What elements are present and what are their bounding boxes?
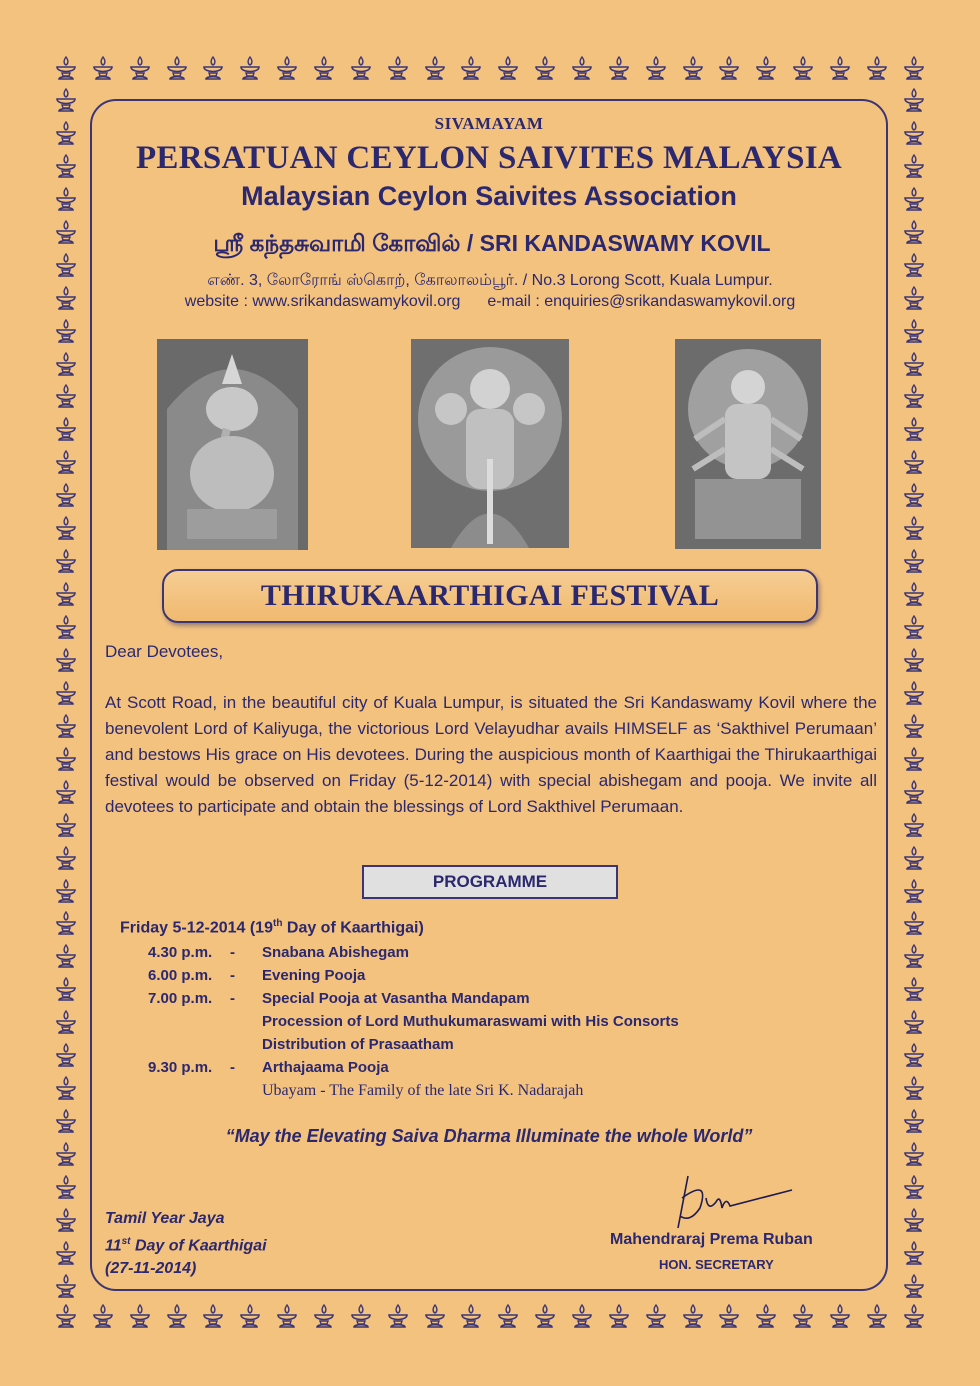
- lamp-icon: [275, 56, 299, 82]
- lamp-border-left: [54, 88, 78, 1300]
- lamp-icon: [54, 121, 78, 147]
- lamp-icon: [902, 286, 926, 312]
- lamp-icon: [54, 286, 78, 312]
- lamp-icon: [54, 88, 78, 114]
- lamp-icon: [349, 1304, 373, 1330]
- lamp-icon: [902, 56, 926, 82]
- schedule-row: [120, 1033, 820, 1056]
- address: எண். 3, லோரோங் ஸ்கொற், கோலாலம்பூர். / No.3 Lorong Scott, Kuala Lumpur.: [207, 272, 773, 289]
- lamp-icon: [902, 1142, 926, 1168]
- lamp-icon: [54, 384, 78, 410]
- lamp-icon: [54, 714, 78, 740]
- schedule-time: 9.30 p.m.: [148, 1059, 213, 1077]
- lamp-icon: [386, 1304, 410, 1330]
- lamp-icon: [54, 154, 78, 180]
- lamp-icon: [54, 813, 78, 839]
- lamp-icon: [681, 1304, 705, 1330]
- lamp-icon: [54, 681, 78, 707]
- signer-title: HON. SECRETARY: [659, 1257, 774, 1272]
- programme-date: Friday 5-12-2014 (19th Day of Kaarthigai): [120, 918, 424, 937]
- lamp-icon: [902, 154, 926, 180]
- lamp-icon: [570, 1304, 594, 1330]
- lamp-icon: [791, 1304, 815, 1330]
- contact-line: [100, 293, 880, 311]
- programme-heading: PROGRAMME: [362, 865, 618, 899]
- lamp-icon: [902, 187, 926, 213]
- website-link[interactable]: website : www.srikandaswamykovil.org: [184, 293, 461, 310]
- goddess-image: [675, 339, 821, 549]
- ganesha-image: [157, 339, 308, 550]
- salutation: Dear Devotees,: [105, 642, 224, 661]
- lamp-icon: [902, 944, 926, 970]
- lamp-icon: [54, 747, 78, 773]
- temple-name: [112, 230, 872, 260]
- lamp-icon: [902, 1010, 926, 1036]
- lamp-icon: [902, 1175, 926, 1201]
- lamp-icon: [902, 1208, 926, 1234]
- lamp-icon: [902, 813, 926, 839]
- lamp-icon: [54, 1043, 78, 1069]
- lamp-icon: [54, 1274, 78, 1300]
- lamp-icon: [496, 1304, 520, 1330]
- lamp-icon: [902, 780, 926, 806]
- lamp-icon: [54, 352, 78, 378]
- lamp-icon: [902, 1043, 926, 1069]
- schedule-time: 7.00 p.m.: [148, 990, 213, 1008]
- lamp-icon: [902, 1274, 926, 1300]
- lamp-icon: [54, 516, 78, 542]
- lamp-icon: [91, 1304, 115, 1330]
- programme-schedule: [120, 918, 820, 1102]
- lamp-icon: [165, 1304, 189, 1330]
- lamp-icon: [201, 1304, 225, 1330]
- lamp-icon: [717, 56, 741, 82]
- kaarthigai-day: 11st Day of Kaarthigai: [105, 1236, 267, 1255]
- lamp-icon: [54, 1142, 78, 1168]
- lamp-icon: [681, 56, 705, 82]
- lamp-icon: [570, 56, 594, 82]
- lamp-icon: [54, 944, 78, 970]
- letter-body: At Scott Road, in the beautiful city of Kuala Lumpur, is situated the Sri Kandaswamy Kovil where the benevolent Lord of Kaliyuga, the victorious Lord Velayudhar avails HIMSELF as ‘Sakthivel Perumaan’ and bestows His grace on His devotees. During the auspicious month of Kaarthigai the Thirukaarthigai festival would be observed on Friday (5-12-2014) with special abishegam and pooja. We invite all devotees to participate and obtain the blessings of Lord Sakthivel Perumaan.: [105, 693, 877, 816]
- schedule-time: [120, 1010, 224, 1033]
- lamp-icon: [902, 681, 926, 707]
- lamp-border-top: [54, 56, 926, 82]
- lamp-icon: [54, 220, 78, 246]
- email-link[interactable]: e-mail : enquiries@srikandaswamykovil.org: [487, 293, 796, 310]
- lamp-icon: [902, 846, 926, 872]
- lamp-icon: [54, 1175, 78, 1201]
- lamp-icon: [496, 56, 520, 82]
- lamp-icon: [128, 1304, 152, 1330]
- lamp-icon: [533, 56, 557, 82]
- lamp-icon: [54, 549, 78, 575]
- lamp-icon: [902, 1109, 926, 1135]
- lamp-icon: [644, 1304, 668, 1330]
- schedule-row: [120, 1010, 820, 1033]
- schedule-row: 4.30 p.m. - Snabana Abishegam: [120, 941, 820, 964]
- sivamayam-heading: SIVAMAYAM: [434, 114, 544, 133]
- schedule-event: Snabana Abishegam: [262, 944, 409, 962]
- lamp-icon: [54, 1208, 78, 1234]
- schedule-event: Procession of Lord Muthukumaraswami with His Consorts: [262, 1013, 679, 1031]
- schedule-row: 6.00 p.m. - Evening Pooja: [120, 964, 820, 987]
- lamp-icon: [54, 582, 78, 608]
- signer-name: Mahendraraj Prema Ruban: [610, 1231, 813, 1248]
- lamp-icon: [54, 977, 78, 1003]
- lamp-icon: [902, 450, 926, 476]
- lamp-icon: [902, 319, 926, 345]
- lamp-icon: [644, 56, 668, 82]
- schedule-event: Evening Pooja: [262, 967, 366, 985]
- closing-quote: “May the Elevating Saiva Dharma Illuminate the whole World”: [225, 1126, 753, 1146]
- lamp-icon: [459, 56, 483, 82]
- lamp-icon: [865, 56, 889, 82]
- lamp-icon: [201, 56, 225, 82]
- murugan-image: [411, 339, 569, 548]
- organization-name-english: Malaysian Ceylon Saivites Association: [241, 181, 737, 211]
- lamp-icon: [54, 911, 78, 937]
- lamp-icon: [902, 879, 926, 905]
- temple-name-english: / SRI KANDASWAMY KOVIL: [460, 230, 771, 256]
- lamp-icon: [902, 549, 926, 575]
- lamp-icon: [828, 1304, 852, 1330]
- lamp-icon: [54, 846, 78, 872]
- lamp-icon: [902, 417, 926, 443]
- lamp-icon: [902, 1304, 926, 1330]
- schedule-time: [120, 1033, 224, 1056]
- lamp-icon: [902, 121, 926, 147]
- lamp-icon: [349, 56, 373, 82]
- schedule-row: 9.30 p.m. - Arthajaama Pooja: [120, 1056, 820, 1079]
- lamp-icon: [902, 977, 926, 1003]
- lamp-icon: [902, 714, 926, 740]
- footer-date-block: [105, 1207, 267, 1280]
- lamp-icon: [54, 417, 78, 443]
- lamp-icon: [54, 615, 78, 641]
- lamp-icon: [54, 1304, 78, 1330]
- lamp-icon: [54, 1109, 78, 1135]
- lamp-icon: [238, 1304, 262, 1330]
- lamp-icon: [754, 56, 778, 82]
- lamp-icon: [54, 253, 78, 279]
- schedule-event: Special Pooja at Vasantha Mandapam: [262, 990, 530, 1008]
- lamp-icon: [54, 1010, 78, 1036]
- organization-name-malay: PERSATUAN CEYLON SAIVITES MALAYSIA: [135, 140, 843, 176]
- lamp-icon: [275, 1304, 299, 1330]
- lamp-icon: [128, 56, 152, 82]
- lamp-icon: [607, 56, 631, 82]
- lamp-icon: [54, 648, 78, 674]
- lamp-icon: [91, 56, 115, 82]
- lamp-icon: [238, 56, 262, 82]
- lamp-icon: [791, 56, 815, 82]
- lamp-border-right: [902, 88, 926, 1300]
- lamp-icon: [312, 56, 336, 82]
- lamp-icon: [312, 1304, 336, 1330]
- temple-name-tamil: ஸ்ரீ கந்தசுவாமி கோவில்: [213, 230, 461, 256]
- lamp-icon: [165, 56, 189, 82]
- lamp-icon: [902, 615, 926, 641]
- lamp-icon: [54, 483, 78, 509]
- footer-date: (27-11-2014): [105, 1260, 197, 1278]
- schedule-event: Distribution of Prasaatham: [262, 1036, 454, 1054]
- lamp-icon: [902, 582, 926, 608]
- lamp-icon: [902, 1241, 926, 1267]
- schedule-event: Arthajaama Pooja: [262, 1059, 389, 1077]
- lamp-icon: [54, 879, 78, 905]
- lamp-icon: [533, 1304, 557, 1330]
- lamp-icon: [902, 1076, 926, 1102]
- lamp-icon: [386, 56, 410, 82]
- lamp-icon: [54, 1076, 78, 1102]
- lamp-icon: [902, 384, 926, 410]
- lamp-icon: [54, 1241, 78, 1267]
- lamp-icon: [902, 253, 926, 279]
- lamp-icon: [902, 88, 926, 114]
- lamp-icon: [423, 1304, 447, 1330]
- lamp-icon: [902, 747, 926, 773]
- lamp-icon: [902, 516, 926, 542]
- lamp-icon: [607, 1304, 631, 1330]
- lamp-icon: [54, 319, 78, 345]
- lamp-icon: [902, 911, 926, 937]
- lamp-icon: [902, 483, 926, 509]
- schedule-row: 7.00 p.m. - Special Pooja at Vasantha Mandapam: [120, 987, 820, 1010]
- signature: [660, 1168, 810, 1238]
- lamp-icon: [54, 450, 78, 476]
- lamp-icon: [54, 187, 78, 213]
- lamp-icon: [865, 1304, 889, 1330]
- lamp-icon: [902, 220, 926, 246]
- lamp-icon: [423, 56, 447, 82]
- festival-title: THIRUKAARTHIGAI FESTIVAL: [162, 569, 818, 623]
- lamp-icon: [902, 648, 926, 674]
- lamp-icon: [828, 56, 852, 82]
- lamp-icon: [54, 780, 78, 806]
- schedule-time: 4.30 p.m.: [148, 944, 213, 962]
- schedule-time: 6.00 p.m.: [148, 967, 213, 985]
- lamp-icon: [902, 352, 926, 378]
- lamp-icon: [754, 1304, 778, 1330]
- lamp-border-bottom: [54, 1304, 926, 1330]
- tamil-year: Tamil Year Jaya: [105, 1210, 225, 1227]
- lamp-icon: [54, 56, 78, 82]
- lamp-icon: [459, 1304, 483, 1330]
- lamp-icon: [717, 1304, 741, 1330]
- ubayam-row: [120, 1079, 820, 1102]
- ubayam-line: Ubayam - The Family of the late Sri K. Nadarajah: [262, 1082, 584, 1100]
